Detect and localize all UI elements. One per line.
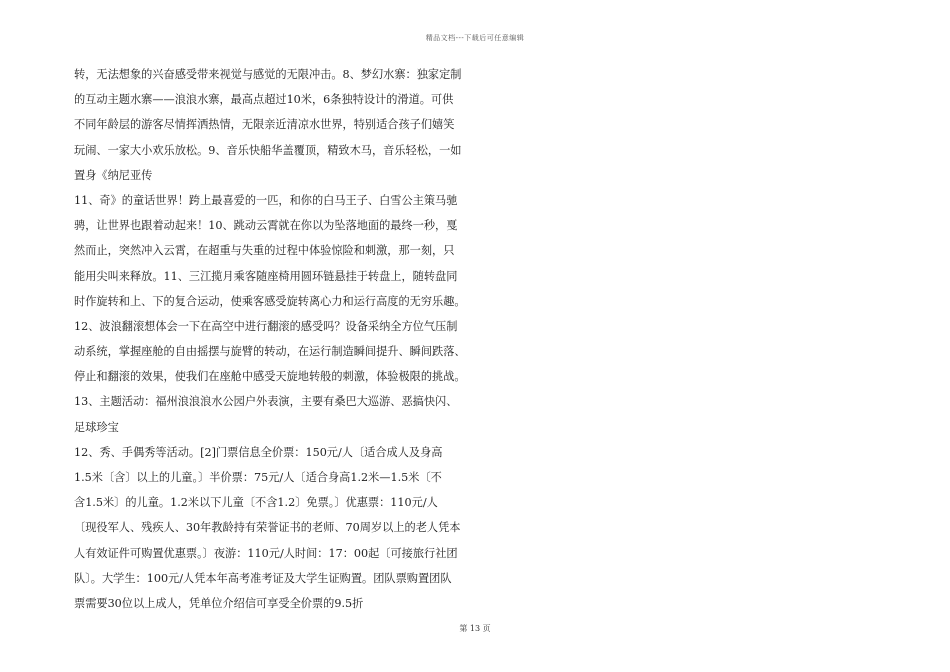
body-line: 〔现役军人、残疾人、30年教龄持有荣誉证书的老师、70周岁以上的老人凭本	[74, 521, 461, 535]
document-body	[74, 62, 464, 616]
body-line: 骋，让世界也跟着动起来！10、跳动云霄就在你以为坠落地面的最终一秒，戛	[74, 219, 458, 233]
body-line: 时作旋转和上、下的复合运动，使乘客感受旋转离心力和运行高度的无穷乐趣。	[74, 294, 466, 308]
body-line: 停止和翻滚的效果，使我们在座舱中感受天旋地转般的刺激，体验极限的挑战。	[74, 370, 466, 384]
body-line: 能用尖叫来释放。11、三江揽月乘客随座椅用圆环链悬挂于转盘上，随转盘同	[74, 269, 458, 283]
body-line: 的互动主题水寨——浪浪水寨，最高点超过10米，6条独特设计的滑道。可供	[74, 93, 454, 107]
body-line: 票需要30位以上成人，凭单位介绍信可享受全价票的9.5折	[74, 596, 364, 610]
body-line: 12、秀、手偶秀等活动。[2]门票信息全价票：150元/人〔适合成人及身高	[74, 445, 443, 459]
body-line: 13、主题活动：福州浪浪浪水公园户外表演，主要有桑巴大巡游、恶搞快闪、	[74, 395, 458, 409]
body-line: 转，无法想象的兴奋感受带来视觉与感觉的无限冲击。8、梦幻水寨：独家定制	[74, 68, 462, 81]
body-line: 人有效证件可购置优惠票。〕夜游：110元/人时间：17：00起〔可接旅行社团	[74, 546, 458, 560]
body-line: 含1.5米〕的儿童。1.2米以下儿童〔不含1.2〕免票。〕优惠票：110元/人	[74, 496, 438, 510]
page-header: 精品文档---下载后可任意编辑	[425, 34, 525, 42]
body-line: 足球珍宝	[74, 420, 119, 434]
body-line: 1.5米〔含〕以上的儿童。〕半价票：75元/人〔适合身高1.2米—1.5米〔不	[74, 471, 442, 484]
body-line: 12、波浪翻滚想体会一下在高空中进行翻滚的感受吗？设备采纳全方位气压制	[74, 319, 458, 333]
body-line: 置身《纳尼亚传	[74, 168, 153, 182]
body-line: 11、奇》的童话世界！跨上最喜爱的一匹，和你的白马王子、白雪公主策马驰	[74, 193, 458, 207]
body-line: 队〕。大学生：100元/人凭本年高考准考证及大学生证购置。团队票购置团队	[74, 571, 452, 585]
body-line: 不同年龄层的游客尽情挥洒热情，无限亲近清凉水世界，特别适合孩子们嬉笑	[74, 118, 455, 132]
body-line: 玩闹、一家大小欢乐放松。9、音乐快船华盖覆顶，精致木马，音乐轻松，一如	[74, 143, 462, 157]
body-line: 然而止，突然冲入云霄，在超重与失重的过程中体验惊险和刺激，那一刻，只	[74, 244, 455, 258]
page-number: 第 13 页	[459, 624, 491, 633]
body-line: 动系统，掌握座舱的自由摇摆与旋臂的转动，在运行制造瞬间提升、瞬间跌落、	[74, 345, 466, 359]
